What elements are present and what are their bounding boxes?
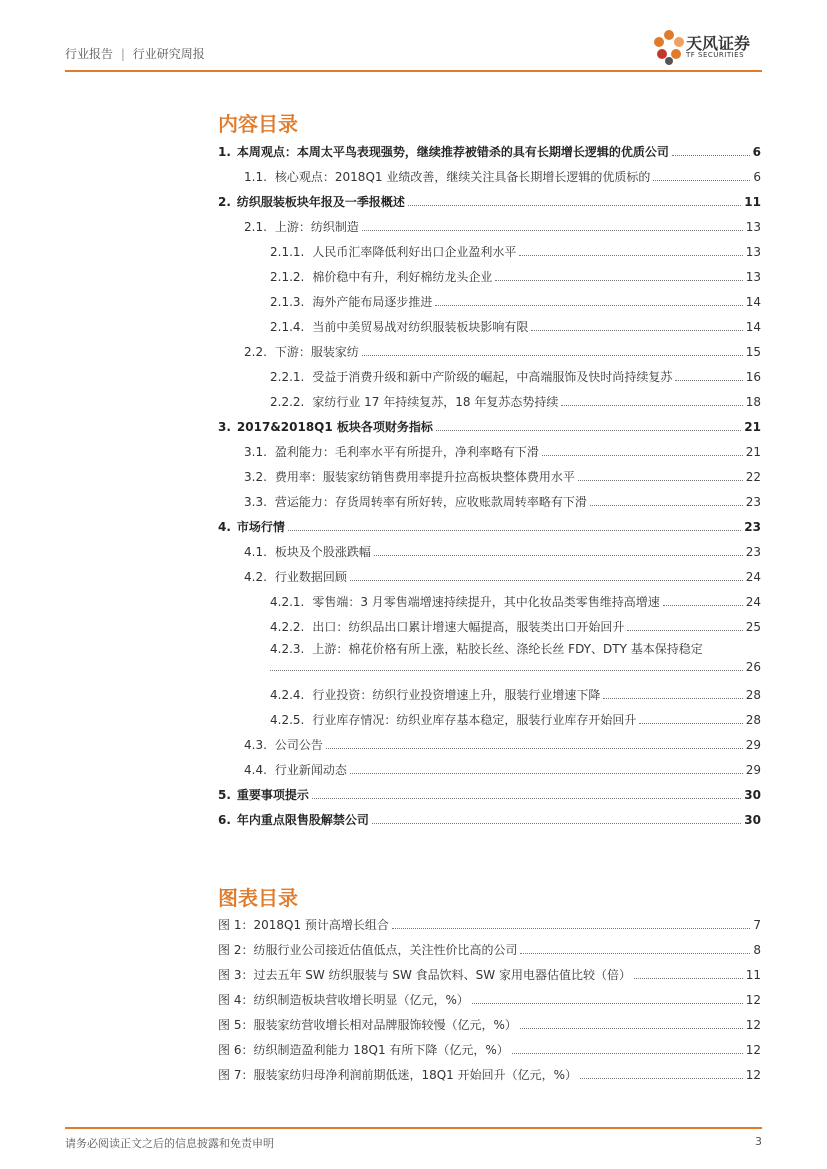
toc-entry-text: 本周观点：本周太平鸟表现强势，继续推荐被错杀的具有长期增长逻辑的优质公司 [236, 145, 669, 159]
toc-entry-page: 11 [744, 195, 761, 209]
toc-entry[interactable] [218, 336, 761, 361]
figure-entry-label: 图 3： [218, 968, 254, 982]
toc-entry-number: 2.2.2. [270, 395, 305, 409]
toc-entry-page: 26 [745, 660, 761, 674]
toc-entry[interactable] [218, 511, 761, 536]
toc-entry-page: 30 [744, 813, 761, 827]
toc-leader-dots [639, 723, 742, 724]
toc-leader-dots [519, 255, 742, 256]
toc-entry-page: 30 [744, 788, 761, 802]
toc-entry-page: 25 [745, 620, 761, 634]
toc-entry-number: 2.2.1. [270, 370, 305, 384]
figure-entry-text: 过去五年 SW 纺织服装与 SW 食品饮料、SW 家用电器估值比较（倍） [253, 968, 631, 982]
figure-entry[interactable] [218, 959, 761, 984]
toc-entry-number: 4. [218, 520, 231, 534]
toc-leader-dots [362, 230, 743, 231]
figure-leader-dots [520, 953, 750, 954]
toc-entry[interactable] [218, 211, 761, 236]
toc-entry-page: 23 [745, 495, 761, 509]
toc-entry-text: 行业数据回顾 [274, 570, 347, 584]
toc-entry-text: 上游：纺织制造 [274, 220, 359, 234]
figure-entry-label: 图 1： [218, 918, 254, 932]
toc-entry[interactable] [218, 679, 761, 704]
figure-entry-text: 服装家纺归母净利润前期低迷，18Q1 开始回升（亿元，%） [253, 1068, 578, 1082]
figure-entry-page: 8 [753, 943, 761, 957]
toc-entry-number: 6. [218, 813, 231, 827]
logo-brand: 天风证券 [686, 34, 751, 53]
toc-entry-text: 核心观点：2018Q1 业绩改善，继续关注具备长期增长逻辑的优质标的 [274, 170, 651, 184]
toc-leader-dots [350, 580, 743, 581]
toc-entry-page: 21 [745, 445, 761, 459]
toc-entry[interactable] [218, 586, 761, 611]
toc-entry-number: 3.3. [244, 495, 267, 509]
toc-entry-number: 2.1. [244, 220, 267, 234]
header-report-type: 行业研究周报 [132, 47, 205, 61]
toc-entry-number: 3.1. [244, 445, 267, 459]
figure-leader-dots [472, 1003, 743, 1004]
toc-entry-number: 3.2. [244, 470, 267, 484]
header-category-label: 行业报告 [65, 47, 114, 61]
toc-entry[interactable] [218, 311, 761, 336]
toc-entry-page: 29 [745, 738, 761, 752]
toc-entry-text: 费用率：服装家纺销售费用率提升拉高板块整体费用水平 [274, 470, 575, 484]
toc-leader-dots [561, 405, 742, 406]
toc-entry[interactable] [218, 704, 761, 729]
logo-flower-icon [652, 28, 686, 66]
toc-entry-number: 4.2. [244, 570, 267, 584]
toc-leader-dots [531, 330, 742, 331]
toc-entry-number: 1.1. [244, 170, 267, 184]
toc-leader-dots [362, 355, 743, 356]
toc-entry-number: 4.4. [244, 763, 267, 777]
toc-entry[interactable] [218, 804, 761, 829]
toc-entry-number: 2.1.1. [270, 245, 305, 259]
toc-entry-text: 海外产能布局逐步推进 [312, 295, 433, 309]
page-number: 3 [755, 1135, 762, 1148]
toc-leader-dots [270, 670, 743, 671]
toc-entry-text: 棉价稳中有升，利好棉纺龙头企业 [312, 270, 493, 284]
figure-entry[interactable] [218, 934, 761, 959]
toc-entry[interactable] [218, 461, 761, 486]
toc-entry-number: 3. [218, 420, 231, 434]
toc-entry-page: 22 [745, 470, 761, 484]
toc-entry-text: 公司公告 [274, 738, 323, 752]
figure-entry-page: 11 [745, 968, 761, 982]
toc-entry-page: 21 [744, 420, 761, 434]
toc-entry-number: 2.1.2. [270, 270, 305, 284]
figure-leader-dots [634, 978, 743, 979]
toc-entry-number: 2.1.3. [270, 295, 305, 309]
logo-subtitle: TF SECURITIES [686, 51, 745, 59]
toc-entry[interactable] [218, 536, 761, 561]
toc-entry-text: 年内重点限售股解禁公司 [236, 813, 369, 827]
toc-entry-number: 4.2.2. [270, 620, 305, 634]
toc-leader-dots [627, 630, 742, 631]
figure-entry-text: 纺织制造板块营收增长明显（亿元，%） [253, 993, 469, 1007]
toc-entry-number: 2. [218, 195, 231, 209]
toc-entry[interactable] [218, 386, 761, 411]
toc-leader-dots [653, 180, 750, 181]
toc-entry-number: 4.2.4. [270, 688, 305, 702]
toc-entry-number: 2.1.4. [270, 320, 305, 334]
toc-leader-dots [326, 748, 743, 749]
toc-entry-page: 23 [745, 545, 761, 559]
toc-list [218, 136, 761, 829]
toc-entry-text: 下游：服装家纺 [274, 345, 359, 359]
toc-entry-page: 29 [745, 763, 761, 777]
toc-leader-dots [435, 305, 742, 306]
toc-entry-number: 4.2.5. [270, 713, 305, 727]
toc-entry[interactable] [218, 561, 761, 586]
toc-entry[interactable] [218, 361, 761, 386]
figure-leader-dots [520, 1028, 743, 1029]
toc-leader-dots [312, 798, 741, 799]
toc-entry-text: 营运能力：存货周转率有所好转，应收账款周转率略有下滑 [274, 495, 587, 509]
toc-entry-text: 上游：棉花价格有所上涨，粘胶长丝、涤纶长丝 FDY、DTY 基本保持稳定 [312, 642, 703, 656]
toc-entry[interactable] [218, 411, 761, 436]
toc-entry[interactable] [218, 486, 761, 511]
figure-leader-dots [580, 1078, 743, 1079]
toc-entry-page: 14 [745, 295, 761, 309]
figure-entry[interactable] [218, 984, 761, 1009]
toc-leader-dots [288, 530, 741, 531]
toc-entry[interactable] [218, 236, 761, 261]
figure-entry-page: 12 [745, 1043, 761, 1057]
toc-entry-page: 14 [745, 320, 761, 334]
toc-leader-dots [590, 505, 743, 506]
toc-entry-number: 1. [218, 145, 231, 159]
toc-entry-number: 2.2. [244, 345, 267, 359]
toc-leader-dots [675, 380, 742, 381]
figure-entry-text: 纺服行业公司接近估值低点，关注性价比高的公司 [253, 943, 518, 957]
figure-entry[interactable] [218, 1034, 761, 1059]
toc-entry-text: 重要事项提示 [236, 788, 309, 802]
figure-leader-dots [512, 1053, 743, 1054]
toc-entry-number: 4.1. [244, 545, 267, 559]
toc-entry-page: 24 [745, 595, 761, 609]
toc-leader-dots [495, 280, 742, 281]
toc-entry-text: 行业新闻动态 [274, 763, 347, 777]
toc-entry-text: 当前中美贸易战对纺织服装板块影响有限 [312, 320, 529, 334]
toc-leader-dots [350, 773, 743, 774]
toc-entry-number: 5. [218, 788, 231, 802]
toc-entry-page: 24 [745, 570, 761, 584]
toc-entry-text: 板块及个股涨跌幅 [274, 545, 371, 559]
figure-leader-dots [392, 928, 750, 929]
toc-leader-dots [672, 155, 750, 156]
footer-disclaimer: 请务必阅读正文之后的信息披露和免责申明 [65, 1137, 274, 1150]
toc-entry[interactable] [218, 779, 761, 804]
figure-entry-text: 纺织制造盈利能力 18Q1 有所下降（亿元，%） [253, 1043, 509, 1057]
toc-entry-text: 零售端：3 月零售端增速持续提升，其中化妆品类零售维持高增速 [312, 595, 660, 609]
toc-entry-text: 盈利能力：毛利率水平有所提升，净利率略有下滑 [274, 445, 539, 459]
figure-entry-label: 图 6： [218, 1043, 254, 1057]
toc-entry-number: 4.2.3. [270, 642, 305, 656]
toc-entry-text: 行业库存情况：纺织业库存基本稳定，服装行业库存开始回升 [312, 713, 637, 727]
toc-title: 内容目录 [218, 112, 298, 136]
toc-entry-text: 出口：纺织品出口累计增速大幅提高，服装类出口开始回升 [312, 620, 625, 634]
toc-entry-page: 15 [745, 345, 761, 359]
footer-divider [65, 1127, 762, 1129]
toc-entry[interactable] [218, 136, 761, 161]
figure-entry-label: 图 5： [218, 1018, 254, 1032]
toc-entry[interactable] [218, 754, 761, 779]
toc-entry[interactable] [218, 261, 761, 286]
figure-entry-page: 12 [745, 1018, 761, 1032]
toc-entry-number: 4.3. [244, 738, 267, 752]
figure-list [218, 909, 761, 1084]
figure-entry[interactable] [218, 1059, 761, 1084]
toc-entry[interactable] [218, 186, 761, 211]
toc-entry-page: 13 [745, 245, 761, 259]
toc-leader-dots [542, 455, 743, 456]
header-divider [65, 70, 762, 72]
toc-leader-dots [436, 430, 741, 431]
toc-entry[interactable] [218, 286, 761, 311]
toc-entry-page: 16 [745, 370, 761, 384]
figure-entry-page: 12 [745, 1068, 761, 1082]
figure-entry-label: 图 2： [218, 943, 254, 957]
toc-entry-text: 纺织服装板块年报及一季报概述 [236, 195, 405, 209]
toc-entry[interactable] [218, 436, 761, 461]
toc-entry-page: 6 [752, 145, 761, 159]
toc-entry-page: 13 [745, 220, 761, 234]
toc-entry[interactable] [218, 729, 761, 754]
toc-entry-page: 18 [745, 395, 761, 409]
figure-entry-label: 图 7： [218, 1068, 254, 1082]
toc-entry-text: 市场行情 [236, 520, 285, 534]
company-logo [650, 26, 762, 68]
toc-entry-text: 2017&2018Q1 板块各项财务指标 [236, 420, 433, 434]
toc-entry-text: 家纺行业 17 年持续复苏，18 年复苏态势持续 [312, 395, 559, 409]
figure-entry[interactable] [218, 909, 761, 934]
toc-leader-dots [372, 823, 741, 824]
toc-entry[interactable] [218, 161, 761, 186]
toc-leader-dots [603, 698, 742, 699]
figure-entry-label: 图 4： [218, 993, 254, 1007]
toc-entry[interactable] [218, 636, 761, 679]
figure-entry[interactable] [218, 1009, 761, 1034]
figure-list-title: 图表目录 [218, 886, 298, 910]
toc-leader-dots [663, 605, 743, 606]
toc-leader-dots [374, 555, 743, 556]
figure-entry-page: 12 [745, 993, 761, 1007]
figure-entry-text: 2018Q1 预计高增长组合 [253, 918, 389, 932]
toc-entry-page: 23 [744, 520, 761, 534]
header-separator: | [120, 47, 125, 61]
toc-leader-dots [578, 480, 743, 481]
toc-entry-page: 28 [745, 713, 761, 727]
toc-leader-dots [408, 205, 741, 206]
toc-entry[interactable] [218, 611, 761, 636]
toc-entry-text: 受益于消费升级和新中产阶级的崛起，中高端服饰及快时尚持续复苏 [312, 370, 673, 384]
header-category [65, 45, 205, 62]
toc-entry-number: 4.2.1. [270, 595, 305, 609]
toc-entry-page: 28 [745, 688, 761, 702]
toc-entry-text: 行业投资：纺织行业投资增速上升，服装行业增速下降 [312, 688, 601, 702]
toc-entry-page: 13 [745, 270, 761, 284]
toc-entry-page: 6 [753, 170, 761, 184]
figure-entry-text: 服装家纺营收增长相对品牌服饰较慢（亿元，%） [253, 1018, 517, 1032]
toc-entry-text: 人民币汇率降低利好出口企业盈利水平 [312, 245, 517, 259]
figure-entry-page: 7 [753, 918, 761, 932]
